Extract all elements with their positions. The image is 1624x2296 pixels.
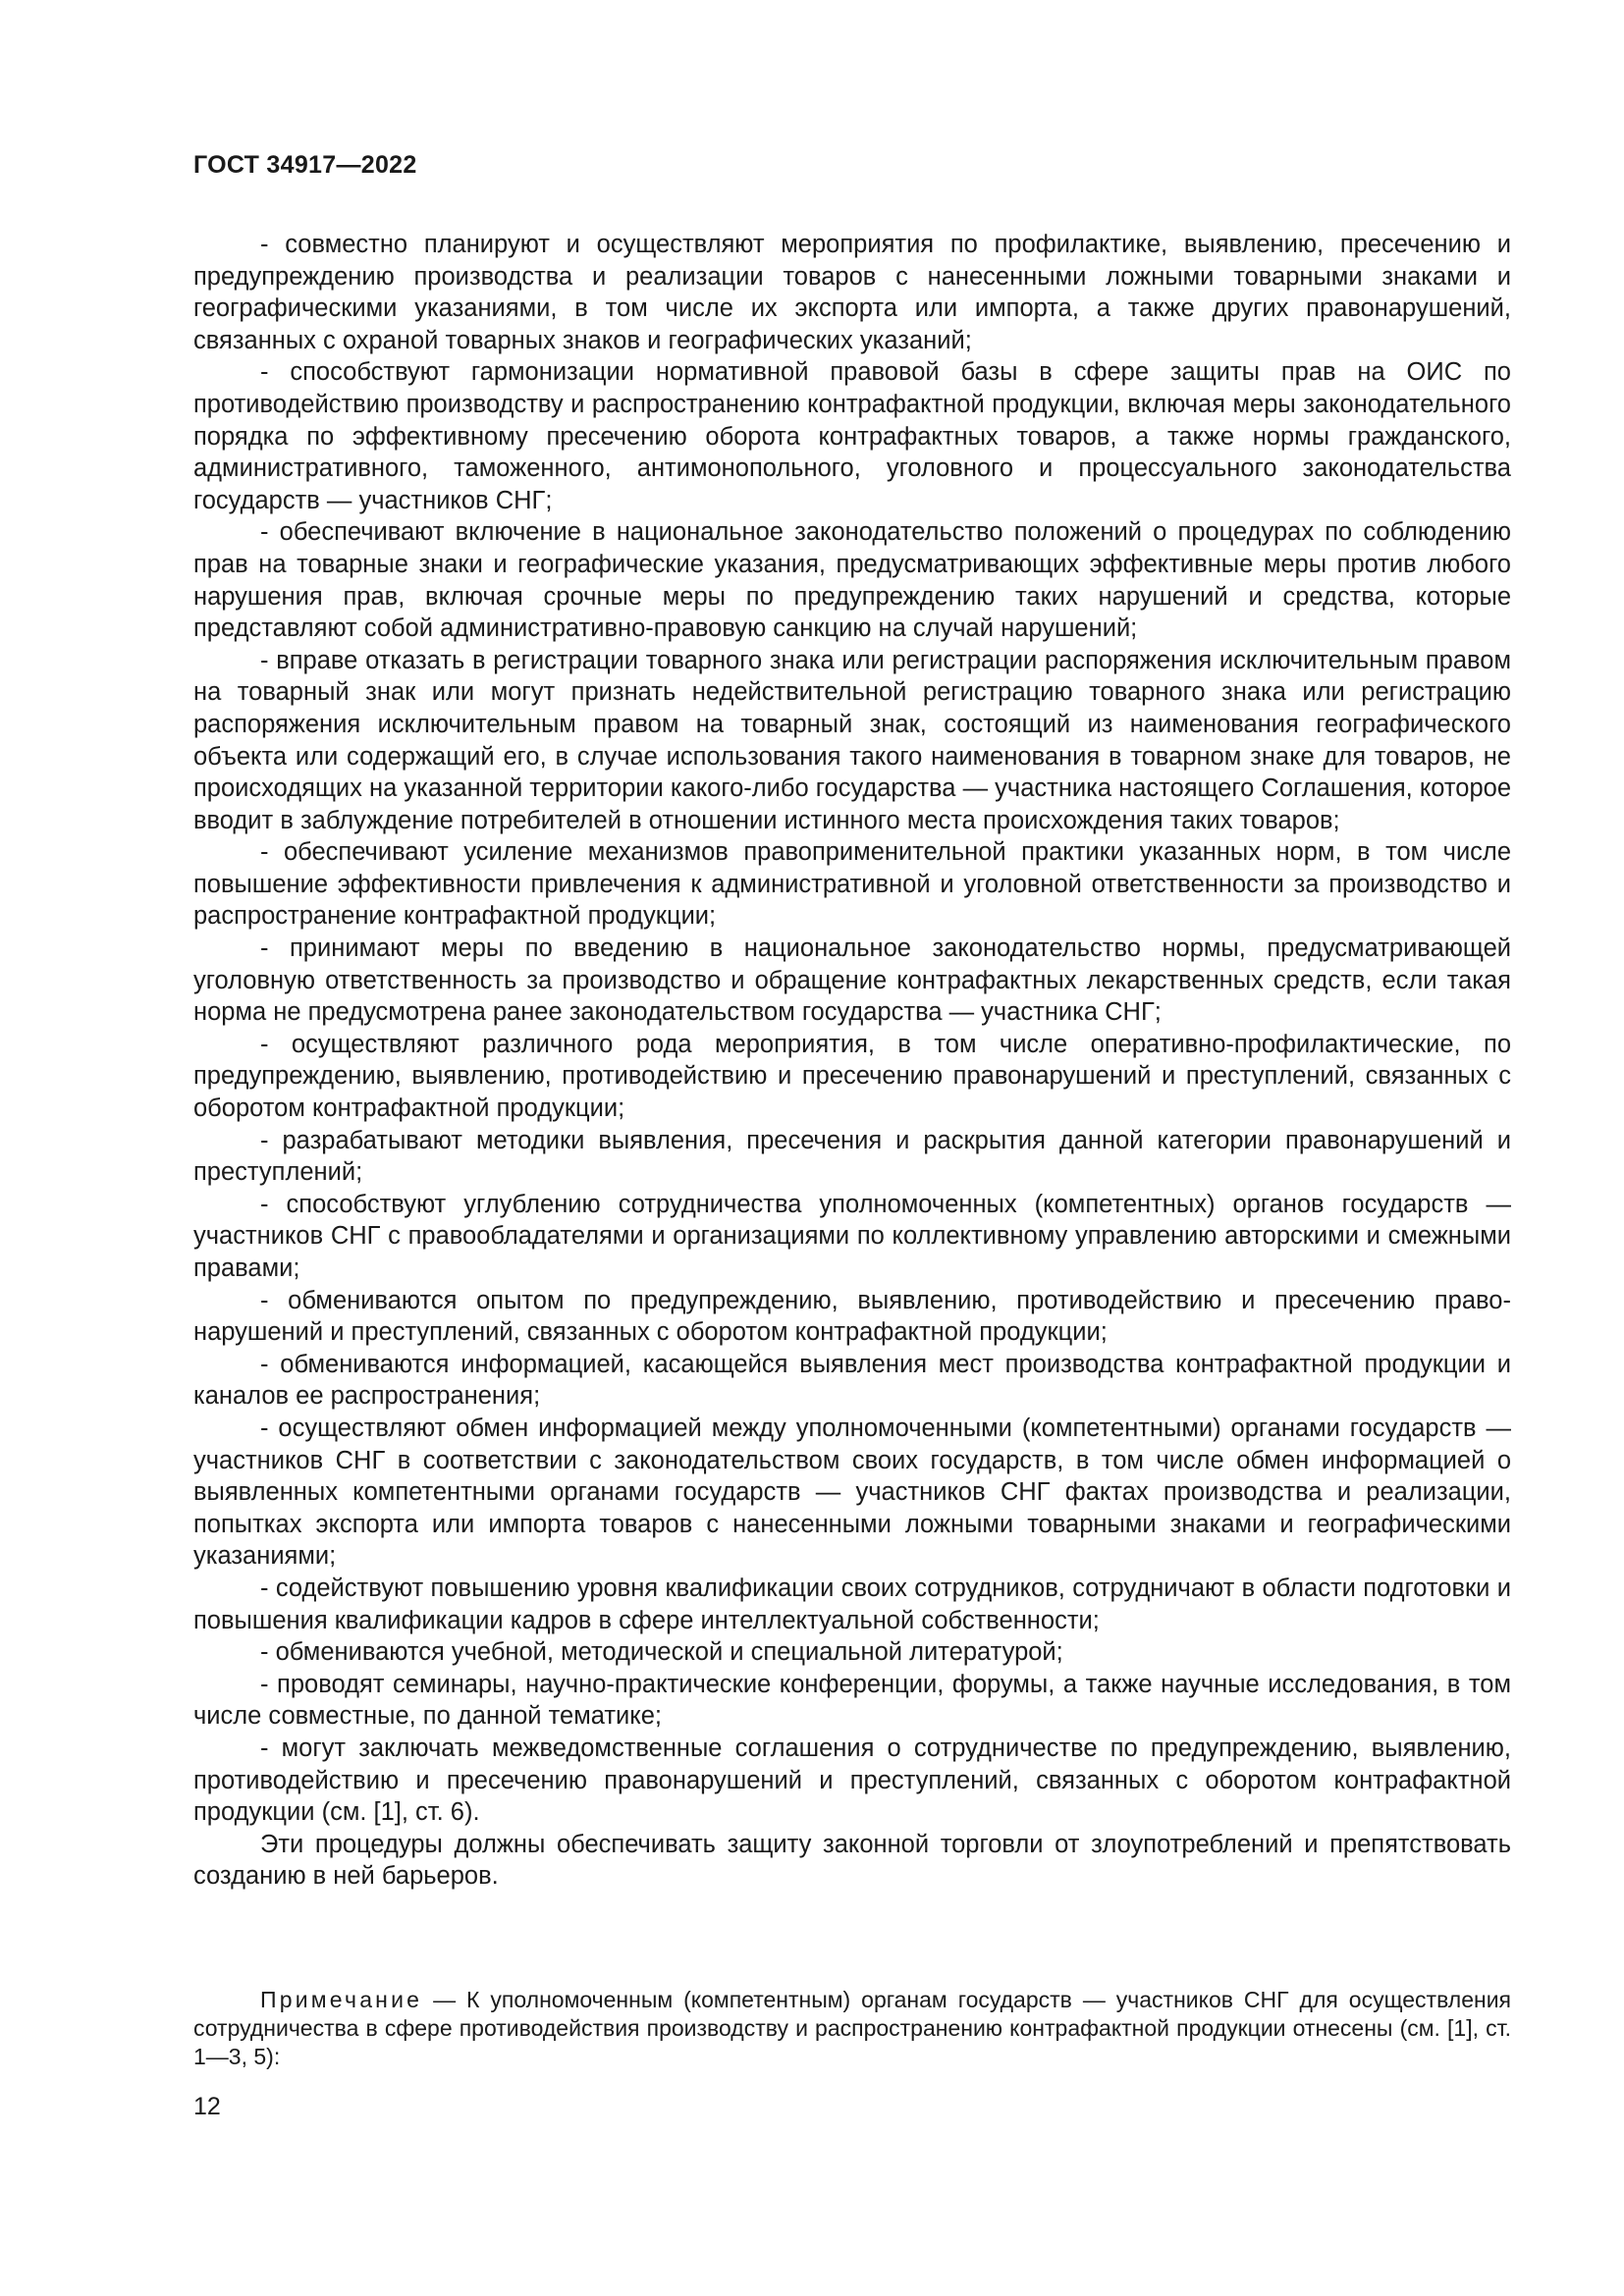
paragraph-2: - способствуют гармонизации нормативной правовой базы в сфере защиты прав на ОИС по противодействию производству и распространению контрафактной продукции, включая меры законодательного порядка по эффективному пресечению оборота контрафактных товаров, а также нормы гражданского, административного, таможенного, антимонопольного, уголовного и процессуального законодательства государств — участников СНГ; [193, 358, 1511, 514]
page-number: 12 [193, 2093, 221, 2120]
paragraph-16: - могут заключать межведомственные соглашения о сотрудничестве по предупреждению, выявлению, противодействию и пресечению правонарушений и преступлений, связанных с оборотом контрафактной продукции (см. [1], ст. 6). [193, 1734, 1511, 1827]
paragraph-14: - обмениваются учебной, методической и специальной литературой; [260, 1638, 1063, 1667]
paragraph-12: - осуществляют обмен информацией между уполномоченными (компетентными) органами государств — участников СНГ в соответствии с законодательством своих государств, в том числе обмен информацией о выявленных компетентными органами государств — участников СНГ фактах производства и реализации, попытках экспорта или импорта товаров с нанесенными ложными товарными знаками и географическими указаниями; [193, 1414, 1511, 1571]
note-label: Примечание [260, 1987, 423, 2012]
paragraph-6: - принимают меры по введению в национальное законодательство нормы, предусматривающей уголовную ответственность за производство и обращение контрафактных лекарственных средств, если такая норма не предусмотрена ранее законодательством государства — участника СНГ; [193, 934, 1511, 1027]
paragraph-11: - обмениваются информацией, касающейся выявления мест производства контрафактной продукции и каналов ее распространения; [193, 1350, 1511, 1411]
note-text: — К уполномоченным (компетентным) органам государств — участников СНГ для осуществления сотрудничества в сфере противодействия производству и распространению контрафактной продукции отнесены (см. [1], ст. 1—3, 5): [193, 1987, 1511, 2069]
note-paragraph [193, 1986, 1511, 2071]
paragraph-7: - осуществляют различного рода мероприятия, в том числе оперативно-профилактические, по предупреждению, выявлению, противодействию и пресечению правонарушений и преступлений, связанных с оборотом контрафактной продукции; [193, 1030, 1511, 1123]
note-block [193, 1986, 1511, 2071]
paragraph-10: - обмениваются опытом по предупреждению, выявлению, противодействию и пресечению правонарушений и преступлений, связанных с оборотом контрафактной продукции; [193, 1286, 1511, 1347]
paragraph-1: - совместно планируют и осуществляют мероприятия по профилактике, выявлению, пресечению и предупреждению производства и реализации товаров с нанесенными ложными товарными знаками и географическими указаниями, в том числе их экспорта или импорта, а также других правонарушений, связанных с охраной товарных знаков и географических указаний; [193, 231, 1511, 354]
paragraph-8: - разрабатывают методики выявления, пресечения и раскрытия данной категории правонарушений и преступлений; [193, 1126, 1511, 1187]
body-text [193, 229, 1511, 1893]
paragraph-5: - обеспечивают усиление механизмов правоприменительной практики указанных норм, в том числе повышение эффективности привлечения к административной и уголовной ответственности за производство и распространение контрафактной продукции; [193, 838, 1511, 931]
document-code-header: ГОСТ 34917—2022 [193, 151, 417, 179]
paragraph-15: - проводят семинары, научно-практические конференции, форумы, а также научные исследования, в том числе совместные, по данной тематике; [193, 1670, 1511, 1731]
paragraph-13: - содействуют повышению уровня квалификации своих сотрудников, сотрудничают в области подготовки и повышения квалификации кадров в сфере интеллектуальной собственности; [193, 1574, 1511, 1634]
paragraph-17: Эти процедуры должны обеспечивать защиту законной торговли от злоупотреблений и препятствовать созданию в ней барьеров. [193, 1830, 1511, 1891]
paragraph-4: - вправе отказать в регистрации товарного знака или регистрации распоряжения исключительным правом на товарный знак или могут признать недействительной регистрацию товарного знака или регистрацию распоряжения исключительным правом на товарный знак, состоящий из наименования географического объекта или содержащий его, в случае использования такого наименования в товарном знаке для товаров, не происходящих на указанной территории какого-либо государства — участника настоящего Соглашения, которое вводит в заблуждение потребителей в отношении истинного места происхождения таких товаров; [193, 646, 1511, 834]
paragraph-3: - обеспечивают включение в национальное законодательство положений о процедурах по соблюдению прав на товарные знаки и географические указания, предусматривающих эффективные меры против любого нарушения прав, включая срочные меры по предупреждению таких нарушений и средства, которые представляют собой административно-правовую санкцию на случай нарушений; [193, 518, 1511, 643]
paragraph-9: - способствуют углублению сотрудничества уполномоченных (компетентных) органов государств — участников СНГ с правообладателями и организациями по коллективному управлению авторскими и смежными правами; [193, 1190, 1511, 1282]
